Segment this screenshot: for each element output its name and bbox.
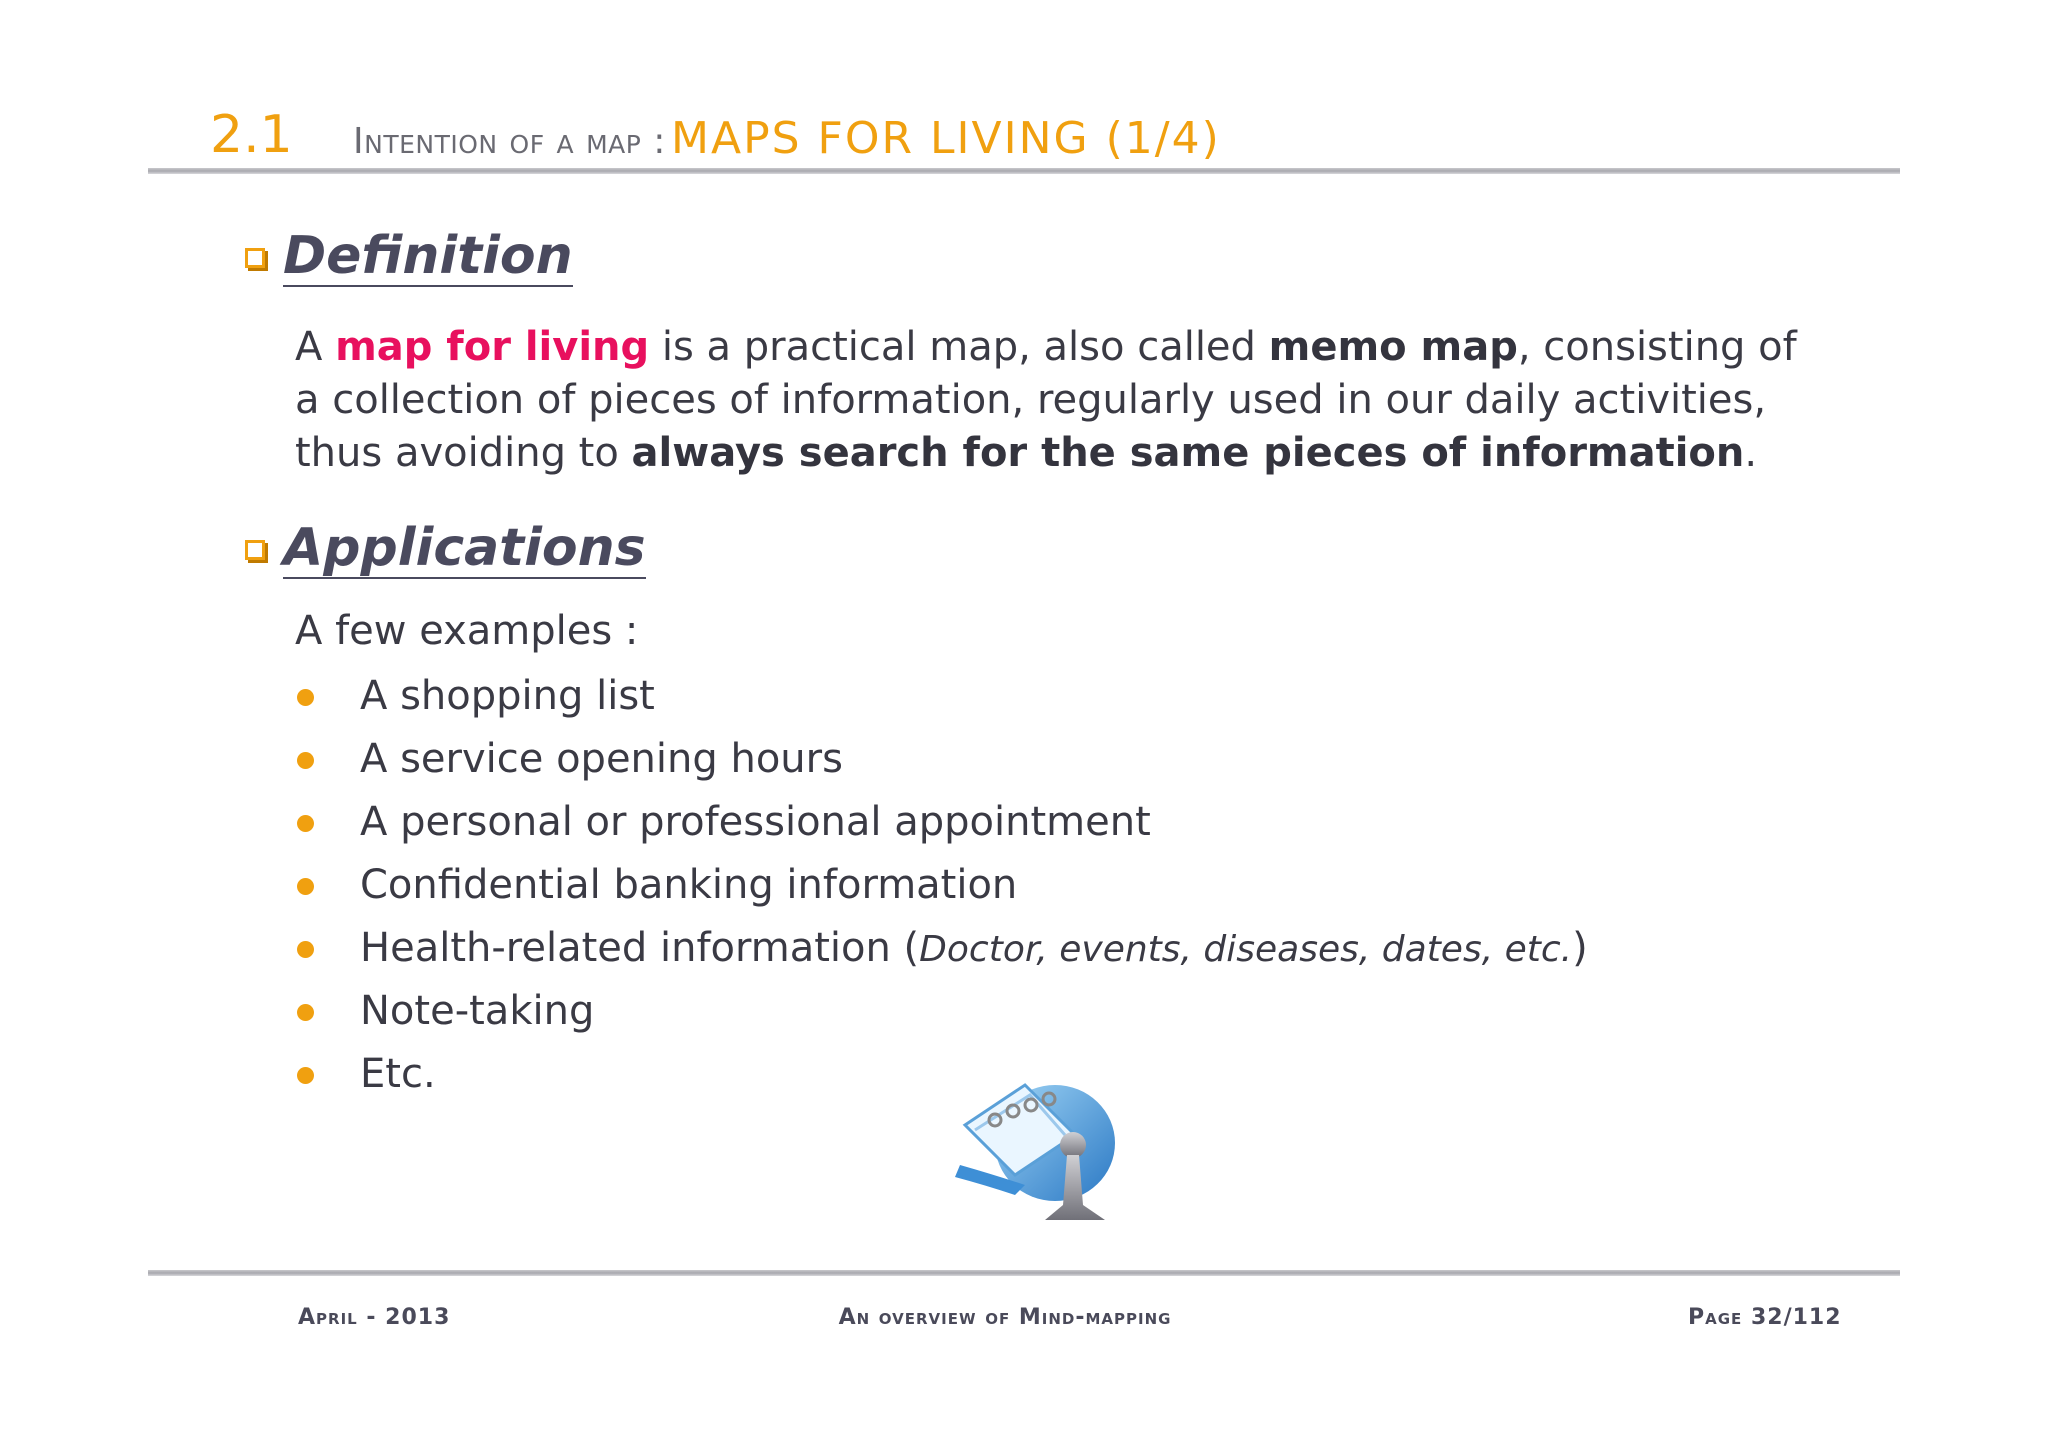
checkbox-square-icon xyxy=(245,248,265,268)
bullet-dot-icon xyxy=(297,815,314,832)
definition-text-c: , consisting of a collection of pieces of information, regularly used in our daily activities, thus avoiding to xyxy=(295,324,1797,476)
definition-text-b: is a practical map, also called xyxy=(649,324,1269,370)
bullet-dot-icon xyxy=(297,878,314,895)
footer-date: April - 2013 xyxy=(298,1305,451,1330)
section-number: 2.1 xyxy=(210,105,293,165)
rolodex-icon xyxy=(955,1065,1125,1230)
definition-highlight: map for living xyxy=(335,324,650,370)
list-item: A personal or professional appointment xyxy=(295,796,1588,859)
definition-text-a: A xyxy=(295,324,336,370)
section-title-main: MAPS FOR LIVING (1/4) xyxy=(671,113,1221,164)
definition-heading xyxy=(245,228,573,287)
bullet-dot-icon xyxy=(297,752,314,769)
list-item: Etc. xyxy=(295,1048,1588,1111)
footer-page-number: Page 32/112 xyxy=(1688,1305,1842,1330)
definition-paragraph xyxy=(295,321,1815,480)
definition-text-d: . xyxy=(1744,430,1758,476)
bullet-dot-icon xyxy=(297,941,314,958)
list-item: A service opening hours xyxy=(295,733,1588,796)
definition-heading-label: Definition xyxy=(283,226,573,286)
list-item: A shopping list xyxy=(295,670,1588,733)
examples-list xyxy=(295,670,1588,1111)
list-item: Confidential banking information xyxy=(295,859,1588,922)
bullet-dot-icon xyxy=(297,1004,314,1021)
definition-bold-always-search: always search for the same pieces of information xyxy=(631,430,1745,476)
definition-bold-memo-map: memo map xyxy=(1268,324,1518,370)
checkbox-square-icon xyxy=(245,540,265,560)
list-item: Note-taking xyxy=(295,985,1588,1048)
bullet-dot-icon xyxy=(297,1067,314,1084)
list-item-note: Doctor, events, diseases, dates, etc. xyxy=(919,929,1573,970)
section-title-prefix: Intention of a map : xyxy=(353,121,666,162)
bullet-dot-icon xyxy=(297,689,314,706)
footer-divider xyxy=(148,1270,1900,1276)
footer-title: An overview of Mind-mapping xyxy=(838,1305,1172,1330)
applications-heading xyxy=(245,520,646,579)
list-item: Health-related information (Doctor, events, diseases, dates, etc.) xyxy=(295,922,1588,985)
applications-heading-label: Applications xyxy=(283,518,646,578)
applications-intro: A few examples : xyxy=(295,608,639,654)
